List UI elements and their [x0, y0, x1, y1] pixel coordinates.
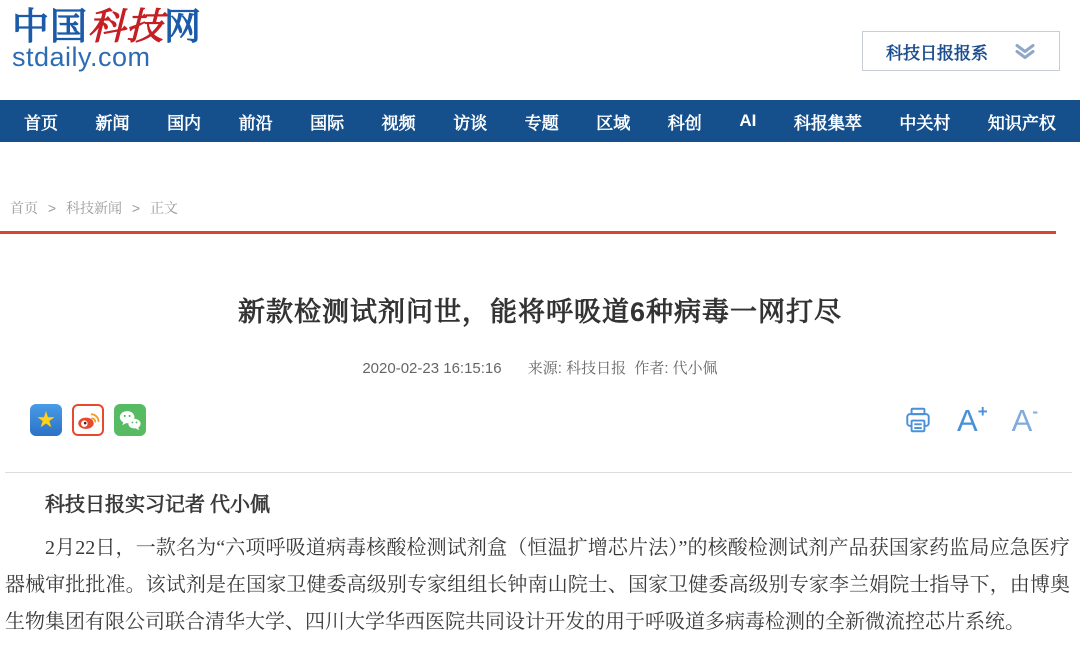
nav-item[interactable]: 新闻 — [95, 113, 130, 133]
nav-item[interactable]: 国际 — [310, 113, 345, 133]
wechat-share-icon[interactable] — [114, 404, 146, 436]
nav-item[interactable]: 知识产权 — [987, 113, 1056, 133]
article-author: 作者: 代小佩 — [634, 360, 718, 377]
site-logo-domain: stdaily.com — [12, 41, 151, 72]
qzone-share-icon[interactable]: ★ — [30, 404, 62, 436]
site-logo-cn: 中国科技网 — [12, 4, 202, 48]
nav-item[interactable]: 前沿 — [238, 113, 273, 133]
article-source: 来源: 科技日报 — [527, 360, 627, 377]
font-decrease-button[interactable]: A - — [1011, 401, 1038, 438]
breadcrumb-current: 正文 — [149, 200, 178, 216]
share-icons — [30, 404, 146, 436]
nav-item[interactable]: 科报集萃 — [793, 113, 862, 133]
article-body — [5, 491, 1070, 641]
site-logo[interactable] — [12, 6, 202, 71]
nav-item[interactable]: 访谈 — [453, 113, 488, 133]
article-title: 新款检测试剂问世，能将呼吸道6种病毒一网打尽 — [237, 297, 842, 327]
paper-series-dropdown[interactable] — [862, 31, 1060, 71]
article-date: 2020-02-23 16:15:16 — [362, 360, 502, 377]
article-byline: 科技日报实习记者 代小佩 — [45, 494, 270, 516]
font-increase-button[interactable]: A + — [957, 401, 988, 438]
nav-item[interactable]: 科创 — [667, 113, 702, 133]
nav-item[interactable]: 国内 — [167, 113, 202, 133]
nav-item[interactable]: 首页 — [24, 113, 58, 133]
site-header — [0, 0, 1080, 100]
nav-item[interactable]: 中关村 — [899, 113, 951, 133]
chevron-down-icon — [1014, 43, 1036, 60]
weibo-share-icon[interactable] — [72, 404, 104, 436]
print-icon — [903, 405, 933, 435]
main-nav — [0, 100, 1080, 142]
nav-item[interactable]: 区域 — [596, 113, 631, 133]
nav-item[interactable]: AI — [739, 111, 757, 130]
print-button[interactable] — [903, 405, 933, 435]
article-meta — [0, 357, 1080, 378]
nav-item[interactable]: 专题 — [524, 113, 559, 133]
breadcrumb — [10, 198, 1080, 218]
article — [0, 290, 1080, 641]
breadcrumb-home[interactable]: 首页 — [10, 200, 38, 216]
paper-series-dropdown-label: 科技日报报系 — [886, 43, 988, 63]
nav-item[interactable]: 视频 — [381, 113, 416, 133]
font-tools — [903, 401, 1038, 438]
breadcrumb-separator: > — [131, 200, 141, 216]
breadcrumb-separator: > — [47, 200, 57, 216]
breadcrumb-section[interactable]: 科技新闻 — [65, 200, 122, 216]
article-paragraph: 2月22日，一款名为“六项呼吸道病毒核酸检测试剂盒（恒温扩增芯片法）”的核酸检测试剂产品获国家药监局应急医疗器械审批批准。该试剂是在国家卫健委高级别专家组组长钟南山院士、国家卫健委高级别专家李兰娟院士指导下，由博奥生物集团有限公司联合清华大学、四川大学华西医院共同设计开发的用于呼吸道多病毒检测的全新微流控芯片系统。 — [5, 537, 1070, 633]
content-divider — [5, 472, 1072, 473]
red-divider — [0, 231, 1056, 234]
share-toolbar — [30, 401, 1038, 438]
